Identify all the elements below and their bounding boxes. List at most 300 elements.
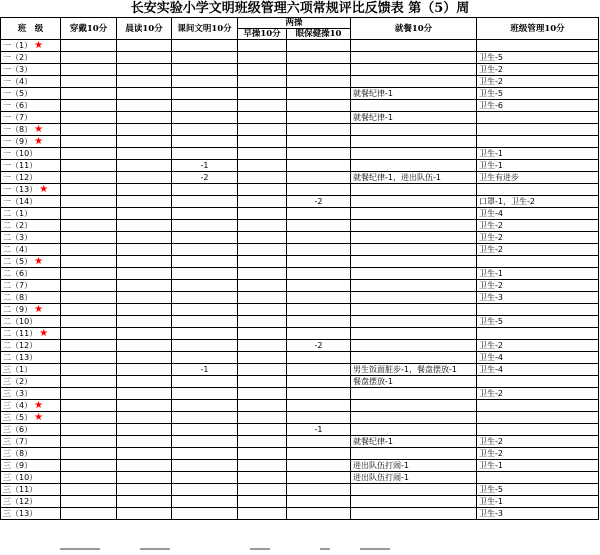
cell-reading: [117, 220, 172, 232]
cell-class: [1, 508, 61, 520]
cell-morning-exercise: [238, 88, 287, 100]
cell-class: [1, 328, 61, 340]
cell-meal: [351, 484, 477, 496]
cell-class: [1, 316, 61, 328]
cell-management: [477, 148, 599, 160]
cell-dress: [61, 328, 117, 340]
cell-class: [1, 40, 61, 52]
cell-class-text: 一（7）: [3, 113, 33, 122]
cell-recess: [172, 316, 238, 328]
cell-eye-exercise: [287, 220, 351, 232]
table-row: [1, 232, 599, 244]
table-row: [1, 172, 599, 184]
cell-morning-exercise: [238, 124, 287, 136]
footer-strip: [0, 548, 600, 555]
cell-meal: [351, 376, 477, 388]
header-meal: 就餐10分: [351, 18, 477, 40]
cell-class-text: 三（5）: [3, 413, 33, 422]
cell-morning-exercise: [238, 256, 287, 268]
cell-recess: [172, 472, 238, 484]
cell-class: [1, 268, 61, 280]
cell-recess: [172, 172, 238, 184]
cell-dress: [61, 40, 117, 52]
header-management: 班级管理10分: [477, 18, 599, 40]
cell-management: [477, 388, 599, 400]
cell-class: [1, 484, 61, 496]
cell-management: [477, 436, 599, 448]
cell-class-text: 二（3）: [3, 233, 33, 242]
cell-morning-exercise: [238, 172, 287, 184]
cell-morning-exercise: [238, 400, 287, 412]
table-row: [1, 388, 599, 400]
cell-meal: [351, 268, 477, 280]
cell-morning-exercise: [238, 424, 287, 436]
cell-class: [1, 184, 61, 196]
cell-dress: [61, 424, 117, 436]
cell-dress: [61, 412, 117, 424]
cell-class-text: 二（7）: [3, 281, 33, 290]
cell-class-text: 二（6）: [3, 269, 33, 278]
cell-management-text: 卫生-5: [479, 53, 503, 62]
cell-management: [477, 280, 599, 292]
cell-eye-exercise: [287, 436, 351, 448]
cell-management: [477, 496, 599, 508]
cell-morning-exercise: [238, 316, 287, 328]
cell-management: [477, 484, 599, 496]
cell-meal: [351, 52, 477, 64]
cell-reading: [117, 352, 172, 364]
cell-class: [1, 472, 61, 484]
cell-class-text: 二（1）: [3, 209, 33, 218]
cell-dress: [61, 292, 117, 304]
cell-morning-exercise: [238, 376, 287, 388]
cell-meal-text: 进出队伍打闹-1: [353, 473, 409, 482]
cell-class: [1, 100, 61, 112]
cell-class: [1, 160, 61, 172]
cell-eye-exercise: [287, 172, 351, 184]
cell-recess: [172, 436, 238, 448]
cell-class-text: 二（9）: [3, 305, 33, 314]
cell-management: [477, 40, 599, 52]
cell-dress: [61, 220, 117, 232]
cell-dress: [61, 436, 117, 448]
cell-eye-exercise: [287, 100, 351, 112]
cell-reading: [117, 292, 172, 304]
cell-management: [477, 52, 599, 64]
cell-reading: [117, 460, 172, 472]
cell-class: [1, 496, 61, 508]
cell-morning-exercise: [238, 496, 287, 508]
cell-meal: [351, 220, 477, 232]
table-row: [1, 304, 599, 316]
cell-meal: [351, 340, 477, 352]
cell-meal: [351, 172, 477, 184]
cell-meal: [351, 256, 477, 268]
cell-dress: [61, 64, 117, 76]
cell-recess: [172, 484, 238, 496]
cell-recess: [172, 76, 238, 88]
cell-dress: [61, 508, 117, 520]
cell-dress: [61, 52, 117, 64]
cell-dress: [61, 256, 117, 268]
cell-eye-exercise: [287, 244, 351, 256]
cell-eye-exercise: [287, 328, 351, 340]
cell-recess: [172, 400, 238, 412]
cell-eye-exercise: [287, 496, 351, 508]
cell-class-text: 一（9）: [3, 137, 33, 146]
cell-class: [1, 52, 61, 64]
cell-dress: [61, 472, 117, 484]
cell-eye-exercise: [287, 160, 351, 172]
cell-reading: [117, 172, 172, 184]
cell-class-text: 三（8）: [3, 449, 33, 458]
cell-morning-exercise: [238, 184, 287, 196]
cell-class: [1, 112, 61, 124]
cell-morning-exercise: [238, 448, 287, 460]
header-class: 班 级: [1, 18, 61, 40]
cell-class: [1, 280, 61, 292]
cell-dress: [61, 364, 117, 376]
cell-morning-exercise: [238, 244, 287, 256]
table-row: [1, 280, 599, 292]
cell-meal: [351, 136, 477, 148]
cell-reading: [117, 328, 172, 340]
table-row: [1, 364, 599, 376]
cell-management-text: 卫生-2: [479, 221, 503, 230]
cell-morning-exercise: [238, 364, 287, 376]
cell-meal: [351, 328, 477, 340]
cell-reading: [117, 508, 172, 520]
cell-class: [1, 220, 61, 232]
table-row: [1, 136, 599, 148]
cell-recess: [172, 328, 238, 340]
cell-recess-text: -2: [200, 173, 209, 182]
cell-class: [1, 424, 61, 436]
table-row: [1, 268, 599, 280]
cell-management: [477, 292, 599, 304]
cell-eye-exercise: [287, 124, 351, 136]
cell-management-text: 卫生-2: [479, 65, 503, 74]
cell-recess: [172, 40, 238, 52]
cell-class-text: 一（1）: [3, 41, 33, 50]
cell-management: [477, 328, 599, 340]
cell-morning-exercise: [238, 436, 287, 448]
cell-management-text: 卫生-2: [479, 449, 503, 458]
cell-eye-exercise: [287, 148, 351, 160]
cell-management: [477, 472, 599, 484]
cell-meal: [351, 364, 477, 376]
cell-morning-exercise: [238, 100, 287, 112]
cell-class: [1, 124, 61, 136]
table-row: [1, 460, 599, 472]
cell-meal: [351, 88, 477, 100]
cell-management-text: 卫生-2: [479, 245, 503, 254]
cell-recess: [172, 496, 238, 508]
cell-meal: [351, 64, 477, 76]
cell-reading: [117, 88, 172, 100]
cell-class: [1, 136, 61, 148]
cell-meal: [351, 388, 477, 400]
cell-recess: [172, 412, 238, 424]
cell-dress: [61, 88, 117, 100]
cell-class-text: 二（12）: [3, 341, 38, 350]
cell-reading: [117, 40, 172, 52]
cell-meal: [351, 352, 477, 364]
cell-reading: [117, 316, 172, 328]
cell-recess: [172, 448, 238, 460]
cell-dress: [61, 280, 117, 292]
cell-reading: [117, 304, 172, 316]
cell-recess: [172, 424, 238, 436]
cell-class-text: 二（5）: [3, 257, 33, 266]
cell-morning-exercise: [238, 460, 287, 472]
table-row: [1, 76, 599, 88]
cell-class-text: 三（12）: [3, 497, 38, 506]
star-icon: ★: [39, 184, 49, 195]
cell-class: [1, 232, 61, 244]
cell-management: [477, 460, 599, 472]
cell-class-text: 二（8）: [3, 293, 33, 302]
cell-management: [477, 100, 599, 112]
cell-management: [477, 352, 599, 364]
cell-eye-exercise-text: -2: [314, 197, 323, 206]
table-row: [1, 88, 599, 100]
cell-reading: [117, 148, 172, 160]
cell-eye-exercise: [287, 388, 351, 400]
cell-reading: [117, 160, 172, 172]
cell-management: [477, 448, 599, 460]
cell-class-text: 三（2）: [3, 377, 33, 386]
cell-class: [1, 64, 61, 76]
cell-morning-exercise: [238, 148, 287, 160]
cell-morning-exercise: [238, 352, 287, 364]
cell-recess: [172, 184, 238, 196]
cell-class-text: 一（5）: [3, 89, 33, 98]
header-reading: 晨读10分: [117, 18, 172, 40]
table-row: [1, 112, 599, 124]
cell-class: [1, 172, 61, 184]
cell-recess: [172, 136, 238, 148]
star-icon: ★: [34, 256, 44, 267]
cell-recess: [172, 52, 238, 64]
cell-management-text: 卫生-5: [479, 317, 503, 326]
cell-recess: [172, 100, 238, 112]
cell-recess-text: -1: [200, 365, 209, 374]
cell-eye-exercise: [287, 316, 351, 328]
cell-meal: [351, 112, 477, 124]
cell-meal-text: 就餐纪律-1，进出队伍-1: [353, 173, 441, 182]
cell-reading: [117, 256, 172, 268]
cell-eye-exercise: [287, 376, 351, 388]
cell-reading: [117, 52, 172, 64]
cell-class-text: 三（10）: [3, 473, 38, 482]
cell-morning-exercise: [238, 268, 287, 280]
cell-class-text: 三（9）: [3, 461, 33, 470]
cell-dress: [61, 244, 117, 256]
cell-morning-exercise: [238, 304, 287, 316]
cell-dress: [61, 100, 117, 112]
cell-management: [477, 304, 599, 316]
cell-management-text: 卫生-4: [479, 209, 503, 218]
cell-reading: [117, 436, 172, 448]
cell-reading: [117, 208, 172, 220]
cell-eye-exercise: [287, 364, 351, 376]
cell-recess: [172, 388, 238, 400]
cell-eye-exercise: [287, 400, 351, 412]
cell-class-text: 三（6）: [3, 425, 33, 434]
cell-management-text: 卫生-1: [479, 269, 503, 278]
cell-reading: [117, 232, 172, 244]
cell-class-text: 一（11）: [3, 161, 38, 170]
cell-management-text: 卫生-5: [479, 485, 503, 494]
cell-meal: [351, 244, 477, 256]
cell-dress: [61, 172, 117, 184]
cell-reading: [117, 388, 172, 400]
cell-management-text: 卫生-1: [479, 461, 503, 470]
table-row: [1, 340, 599, 352]
cell-dress: [61, 304, 117, 316]
cell-meal: [351, 316, 477, 328]
cell-class: [1, 436, 61, 448]
cell-morning-exercise: [238, 160, 287, 172]
cell-meal: [351, 292, 477, 304]
cell-class-text: 三（3）: [3, 389, 33, 398]
star-icon: ★: [34, 304, 44, 315]
cell-meal: [351, 232, 477, 244]
cell-dress: [61, 208, 117, 220]
cell-dress: [61, 460, 117, 472]
star-icon: ★: [34, 124, 44, 135]
cell-morning-exercise: [238, 388, 287, 400]
cell-class: [1, 244, 61, 256]
cell-reading: [117, 412, 172, 424]
cell-eye-exercise: [287, 88, 351, 100]
cell-eye-exercise: [287, 340, 351, 352]
cell-dress: [61, 496, 117, 508]
cell-meal: [351, 412, 477, 424]
table-row: [1, 328, 599, 340]
cell-management: [477, 124, 599, 136]
cell-management: [477, 172, 599, 184]
cell-reading: [117, 448, 172, 460]
table-row: [1, 496, 599, 508]
cell-class: [1, 376, 61, 388]
cell-eye-exercise: [287, 40, 351, 52]
cell-meal-text: 餐盘摆放-1: [353, 377, 393, 386]
cell-management-text: 卫生-6: [479, 101, 503, 110]
cell-recess: [172, 208, 238, 220]
cell-morning-exercise: [238, 136, 287, 148]
cell-class: [1, 388, 61, 400]
cell-meal-text: 就餐纪律-1: [353, 89, 393, 98]
cell-management: [477, 508, 599, 520]
cell-meal: [351, 460, 477, 472]
cell-eye-exercise: [287, 292, 351, 304]
cell-recess: [172, 508, 238, 520]
cell-management: [477, 316, 599, 328]
table-row: [1, 40, 599, 52]
cell-morning-exercise: [238, 64, 287, 76]
cell-eye-exercise: [287, 256, 351, 268]
cell-eye-exercise: [287, 280, 351, 292]
cell-recess: [172, 88, 238, 100]
cell-recess: [172, 64, 238, 76]
cell-meal: [351, 40, 477, 52]
cell-meal: [351, 424, 477, 436]
cell-eye-exercise-text: -2: [314, 341, 323, 350]
header-dress: 穿戴10分: [61, 18, 117, 40]
header-two-exercises: 两操: [238, 18, 351, 29]
cell-management: [477, 64, 599, 76]
cell-eye-exercise: [287, 112, 351, 124]
cell-dress: [61, 376, 117, 388]
cell-class-text: 三（13）: [3, 509, 38, 518]
cell-dress: [61, 448, 117, 460]
cell-morning-exercise: [238, 232, 287, 244]
cell-class: [1, 364, 61, 376]
cell-management: [477, 400, 599, 412]
cell-class: [1, 304, 61, 316]
cell-eye-exercise: [287, 136, 351, 148]
cell-eye-exercise: [287, 76, 351, 88]
cell-eye-exercise: [287, 472, 351, 484]
cell-management-text: 卫生-2: [479, 389, 503, 398]
cell-meal-text: 就餐纪律-1: [353, 437, 393, 446]
cell-reading: [117, 496, 172, 508]
cell-dress: [61, 400, 117, 412]
cell-recess: [172, 112, 238, 124]
cell-class-text: 三（7）: [3, 437, 33, 446]
cell-dress: [61, 316, 117, 328]
cell-management-text: 卫生-2: [479, 77, 503, 86]
cell-management: [477, 412, 599, 424]
cell-meal: [351, 160, 477, 172]
cell-eye-exercise: [287, 460, 351, 472]
cell-management: [477, 208, 599, 220]
cell-reading: [117, 376, 172, 388]
cell-class-text: 三（11）: [3, 485, 38, 494]
cell-reading: [117, 76, 172, 88]
cell-management-text: 卫生-2: [479, 233, 503, 242]
cell-recess: [172, 460, 238, 472]
cell-meal: [351, 508, 477, 520]
cell-class: [1, 208, 61, 220]
cell-recess-text: -1: [200, 161, 209, 170]
cell-meal-text: 就餐纪律-1: [353, 113, 393, 122]
table-row: [1, 424, 599, 436]
cell-morning-exercise: [238, 280, 287, 292]
header-eye-exercise: 眼保健操10: [287, 29, 351, 40]
cell-morning-exercise: [238, 328, 287, 340]
cell-class-text: 一（8）: [3, 125, 33, 134]
cell-eye-exercise: [287, 508, 351, 520]
evaluation-table: [0, 17, 599, 520]
cell-management: [477, 340, 599, 352]
cell-morning-exercise: [238, 484, 287, 496]
cell-recess: [172, 220, 238, 232]
table-body: [1, 40, 599, 520]
cell-management: [477, 88, 599, 100]
cell-dress: [61, 160, 117, 172]
cell-management: [477, 424, 599, 436]
table-row: [1, 484, 599, 496]
cell-reading: [117, 112, 172, 124]
cell-dress: [61, 340, 117, 352]
cell-recess: [172, 244, 238, 256]
cell-reading: [117, 472, 172, 484]
cell-management-text: 卫生-2: [479, 281, 503, 290]
cell-dress: [61, 76, 117, 88]
